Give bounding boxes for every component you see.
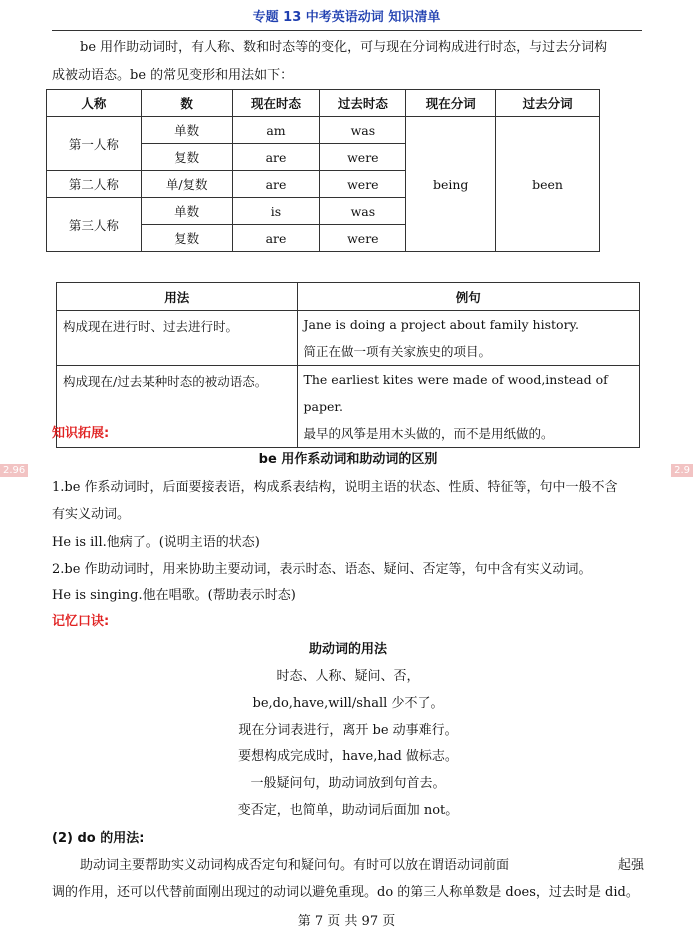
header-present-participle: 现在分词 bbox=[406, 90, 496, 117]
expansion-p1-line-1: 1.be 作系动词时，后面要接表语，构成系表结构，说明主语的状态、性质、特征等，句中一般不含 bbox=[52, 480, 618, 495]
cell-present: are bbox=[232, 171, 320, 198]
example-chinese: 最早的风筝是用木头做的，而不是用纸做的。 bbox=[303, 426, 554, 441]
memory-line: 变否定，也简单，助动词后面加 not。 bbox=[237, 803, 459, 818]
table-row bbox=[47, 117, 600, 144]
cell-past: was bbox=[320, 198, 406, 225]
header-past-tense: 过去时态 bbox=[320, 90, 406, 117]
expansion-label: 知识拓展: bbox=[52, 426, 110, 441]
cell-past-participle: been bbox=[496, 117, 600, 252]
example-chinese: 简正在做一项有关家族史的项目。 bbox=[303, 344, 492, 359]
cell-example bbox=[297, 311, 639, 366]
cell-past: were bbox=[320, 171, 406, 198]
memory-title: 助动词的用法 bbox=[308, 642, 387, 657]
expansion-example-2: He is singing.他在唱歌。(帮助表示时态) bbox=[52, 588, 296, 603]
header-example: 例句 bbox=[297, 283, 639, 311]
expansion-example-1: He is ill.他病了。(说明主语的状态) bbox=[52, 535, 260, 550]
be-forms-table bbox=[46, 89, 600, 252]
cell-usage: 构成现在进行时、过去进行时。 bbox=[57, 311, 298, 366]
memory-line: be,do,have,will/shall 少不了。 bbox=[252, 696, 444, 711]
memory-line: 时态、人称、疑问、否， bbox=[276, 669, 420, 684]
cell-present: are bbox=[232, 225, 320, 252]
header-number: 数 bbox=[141, 90, 232, 117]
cell-number: 单数 bbox=[141, 198, 232, 225]
memory-line: 现在分词表进行，离开 be 动事难行。 bbox=[238, 723, 458, 738]
do-section-line-1 bbox=[52, 852, 644, 880]
table-header-row bbox=[57, 283, 640, 311]
side-mark-right: 2.9 bbox=[671, 464, 693, 477]
cell-first-person: 第一人称 bbox=[47, 117, 142, 171]
cell-second-person: 第二人称 bbox=[47, 171, 142, 198]
page-footer: 第 7 页 共 97 页 bbox=[297, 914, 396, 929]
expansion-title: be 用作系动词和助动词的区别 bbox=[258, 452, 438, 467]
cell-usage: 构成现在/过去某种时态的被动语态。 bbox=[57, 366, 298, 448]
expansion-p2: 2.be 作助动词时，用来协助主要动词，表示时态、语态、疑问、否定等，句中含有实义动词。 bbox=[52, 562, 592, 577]
intro-line-2: 成被动语态。be 的常见变形和用法如下： bbox=[52, 68, 294, 83]
header-divider bbox=[52, 30, 642, 31]
cell-present: is bbox=[232, 198, 320, 225]
table-header-row bbox=[47, 90, 600, 117]
cell-number: 复数 bbox=[141, 225, 232, 252]
do-section-line-1-text: 助动词主要帮助实义动词构成否定句和疑问句。有时可以放在谓语动词前面 bbox=[80, 858, 510, 873]
header-present-tense: 现在时态 bbox=[232, 90, 320, 117]
header-usage: 用法 bbox=[57, 283, 298, 311]
cell-third-person: 第三人称 bbox=[47, 198, 142, 252]
do-section-line-2: 调的作用，还可以代替前面刚出现过的动词以避免重现。do 的第三人称单数是 does，过去时是 did。 bbox=[52, 885, 639, 900]
cell-past: was bbox=[320, 117, 406, 144]
cell-number: 单数 bbox=[141, 117, 232, 144]
memory-line: 一般疑问句，助动词放到句首去。 bbox=[250, 776, 446, 791]
cell-past: were bbox=[320, 225, 406, 252]
example-english: Jane is doing a project about family history. bbox=[303, 317, 579, 332]
cell-present: am bbox=[232, 117, 320, 144]
intro-line-1: be 用作助动词时，有人称、数和时态等的变化，可与现在分词构成进行时态，与过去分词构 bbox=[80, 40, 608, 55]
page-header-title: 专题 13 中考英语动词 知识清单 bbox=[252, 10, 441, 25]
cell-number: 复数 bbox=[141, 144, 232, 171]
do-section-line-1-end: 起强 bbox=[617, 858, 644, 873]
side-mark-left: 2.96 bbox=[0, 464, 28, 477]
memory-label: 记忆口诀: bbox=[52, 614, 110, 629]
cell-present-participle: being bbox=[406, 117, 496, 252]
do-section-heading: (2) do 的用法: bbox=[52, 831, 145, 846]
cell-past: were bbox=[320, 144, 406, 171]
expansion-p1-line-2: 有实义动词。 bbox=[52, 507, 131, 522]
memory-line: 要想构成完成时，have,had 做标志。 bbox=[238, 749, 458, 764]
header-past-participle: 过去分词 bbox=[496, 90, 600, 117]
example-english: The earliest kites were made of wood,instead of paper. bbox=[303, 372, 608, 414]
cell-present: are bbox=[232, 144, 320, 171]
cell-number: 单/复数 bbox=[141, 171, 232, 198]
header-person: 人称 bbox=[47, 90, 142, 117]
table-row bbox=[57, 311, 640, 366]
